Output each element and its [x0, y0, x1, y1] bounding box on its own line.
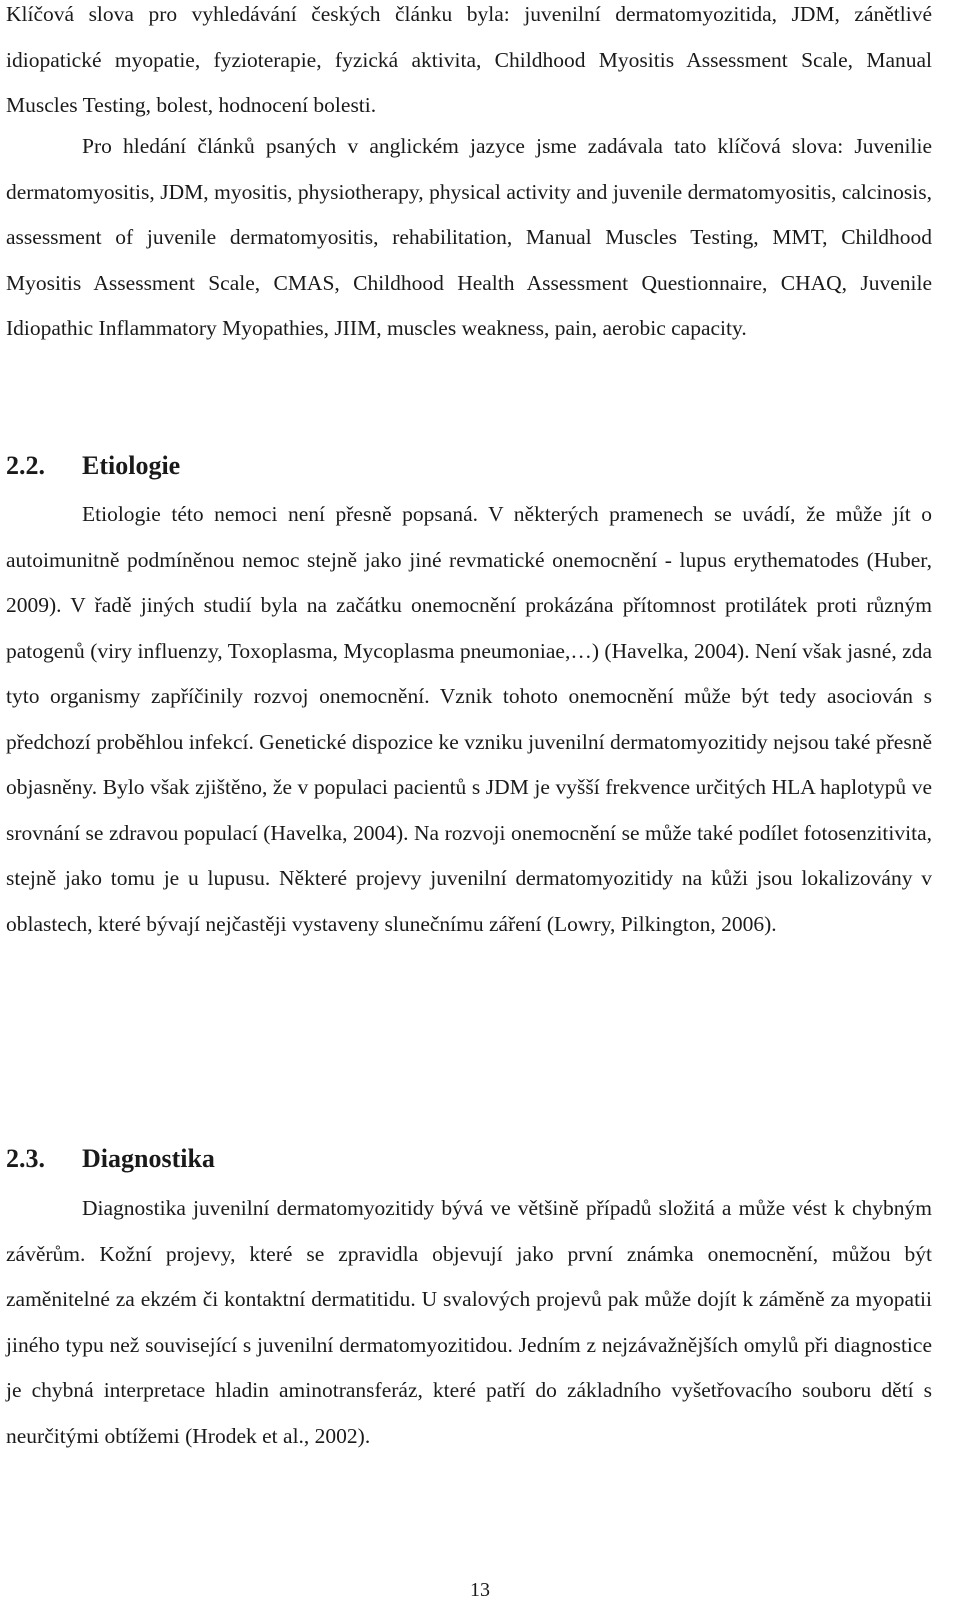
section-heading-etiologie [6, 446, 180, 486]
page-number: 13 [470, 1579, 490, 1601]
section-title: Diagnostika [82, 1144, 215, 1173]
paragraph-text: Klíčová slova pro vyhledávání českých článku byla: juvenilní dermatomyozitida, JDM, zánětlivé idiopatické myopatie, fyzioterapie, fyzická aktivita, Childhood Myositis Assessment Scale, Manual Muscles Testing, bolest, hodnocení bolesti. [6, 2, 932, 117]
keywords-czech-paragraph [6, 0, 932, 129]
section-title: Etiologie [82, 451, 181, 480]
section-number: 2.2. [6, 451, 45, 480]
section-heading-diagnostika [6, 1139, 215, 1179]
paragraph-text: Diagnostika juvenilní dermatomyozitidy bývá ve většině případů složitá a může vést k chybným závěrům. Kožní projevy, které se zpravidla objevují jako první známka onemocnění, můžou být zaměnitelné za ekzém či kontaktní dermatitidu. U svalových projevů pak může dojít k záměně za myopatii jiného typu než související s juvenilní dermatomyozitidou. Jedním z nejzávažnějších omylů při diagnostice je chybná interpretace hladin aminotransferáz, které patří do základního vyšetřovacího souboru dětí s neurčitými obtížemi (Hrodek et al., 2002). [6, 1196, 932, 1448]
diagnostika-paragraph [6, 1186, 932, 1459]
section-number: 2.3. [6, 1144, 45, 1173]
paragraph-text: Etiologie této nemoci není přesně popsaná. V některých pramenech se uvádí, že může jít o autoimunitně podmíněnou nemoc stejně jako jiné revmatické onemocnění - lupus erythematodes (Huber, 2009). V řadě jiných studií byla na začátku onemocnění prokázána přítomnost protilátek proti různým patogenů (viry influenzy, Toxoplasma, Mycoplasma pneumoniae,…) (Havelka, 2004). Není však jasné, zda tyto organismy zapříčinily rozvoj onemocnění. Vznik tohoto onemocnění může být tedy asociován s předchozí proběhlou infekcí. Genetické dispozice ke vzniku juvenilní dermatomyozitidy nejsou také přesně objasněny. Bylo však zjištěno, že v populaci pacientů s JDM je vyšší frekvence určitých HLA haplotypů ve srovnání se zdravou populací (Havelka, 2004). Na rozvoji onemocnění se může také podílet fotosenzitivita, stejně jako tomu je u lupusu. Některé projevy juvenilní dermatomyozitidy na kůži jsou lokalizovány v oblastech, které bývají nejčastěji vystaveny slunečnímu záření (Lowry, Pilkington, 2006). [6, 502, 932, 936]
keywords-english-paragraph [6, 124, 932, 352]
paragraph-text: Pro hledání článků psaných v anglickém jazyce jsme zadávala tato klíčová slova: Juvenilie dermatomyositis, JDM, myositis, physiotherapy, physical activity and juvenile dermatomyositis, calcinosis, assessment of juvenile dermatomyositis, rehabilitation, Manual Muscles Testing, MMT, Childhood Myositis Assessment Scale, CMAS, Childhood Health Assessment Questionnaire, CHAQ, Juvenile Idiopathic Inflammatory Myopathies, JIIM, muscles weakness, pain, aerobic capacity. [6, 134, 932, 340]
etiologie-paragraph [6, 492, 932, 947]
